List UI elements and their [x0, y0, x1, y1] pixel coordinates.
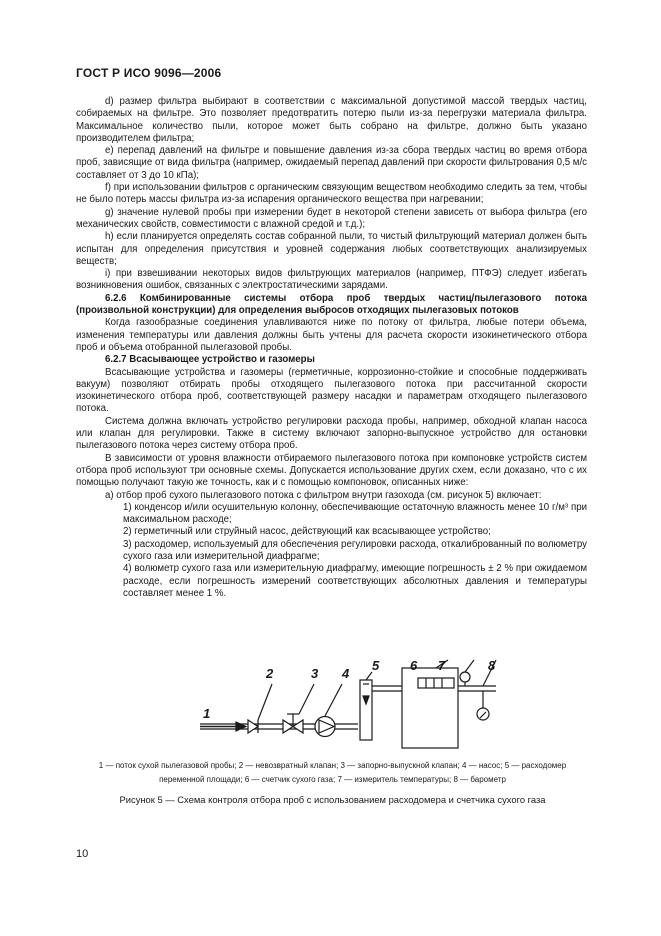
section-627-para-2: Система должна включать устройство регулировки расхода пробы, например, обходной клапан насоса или клапан для регулировки. Также в систему включают запорно-выпускное устройство для остановки пылегазового потока через систему отбора проб.: [76, 415, 587, 452]
section-626-text: Когда газообразные соединения улавливаются ниже по потоку от фильтра, любые потери объема, изменения температуры или давления должны быть учтены для расчета скорости изокинетического отбора проб и объема отобранной пылегазовой пробы.: [76, 317, 587, 353]
label-7: 7: [438, 658, 446, 673]
section-627-para-3: В зависимости от уровня влажности отбираемого пылегазового потока при компоновке устройств систем отбора проб используют три основные схемы. Допускается использование других схем, если доказано, что с их помощью получают такую же точность, как и с помощью компоновок, описанных ниже:: [76, 452, 587, 489]
figure-caption: Рисунок 5 — Схема контроля отбора проб с использованием расходомера и счетчика сухого газа: [119, 794, 546, 805]
section-heading-626: 6.2.6 Комбинированные системы отбора проб твердых частиц/пылегазового потока (произвольной конструкции) для определения выбросов отходящих пылегазовых потоков: [76, 292, 587, 317]
item-f: f) при использовании фильтров с органическим связующим веществом необходимо следить за тем, чтобы не было потерь массы фильтра из-за испарения органического вещества при нагревании;: [76, 182, 587, 206]
item-e: е) перепад давлений на фильтре и повышение давления из-за сбора твердых частиц во время отбора проб, зависящие от вида фильтра (например, ожидаемый перепад давлений при скорости фильтрования 0,5 м/с составляет от 3 до 10 кПа);: [76, 145, 587, 181]
label-3: 3: [311, 666, 319, 681]
thermometer-icon: [460, 672, 470, 682]
label-1: 1: [203, 706, 211, 721]
label-2: 2: [266, 666, 274, 681]
non-return-valve-icon: [248, 720, 258, 733]
item-h: h) если планируется определять состав собранной пыли, то чистый фильтрующий материал должен быть испытан для определения присутствия и уровней содержания любых соответствующих анализируемых веществ;: [76, 231, 587, 267]
flow-arrowhead: [236, 722, 246, 731]
stop-valve-icon: [283, 720, 293, 733]
page-header: ГОСТ Р ИСО 9096—2006: [76, 66, 222, 80]
item-d: d) размер фильтра выбирают в соответствии с максимальной допустимой массой твердых частиц, собираемых на фильтре. Это позволяет предотвратить потерю пыли из-за перегрузки материала фильтра. Максимальное количество пыли, которое может быть собрано на фильтре, должно быть указано производителем фильтра;: [76, 96, 587, 144]
page-number: 10: [76, 848, 89, 860]
item-i: i) при взвешивании некоторых видов фильтрующих материалов (например, ПТФЭ) следует избегать возникновения ошибок, связанных с электростатическими зарядами.: [76, 268, 587, 292]
label-8: 8: [488, 658, 496, 673]
legend-line-1: 1 — поток сухой пылегазовой пробы; 2 — невозвратный клапан; 3 — запорно-выпускной клапан; 4 — насос; 5 — расходомер: [98, 761, 567, 770]
section-627-para-1: Всасывающие устройства и газомеры (герметичные, коррозионно-стойкие и способные поддерживать вакуум) позволяют отбирать пробы отходящего пылегазового потока при рассчитанной скорости изокинетического отбора проб, соответствующей размеру насадки и параметрам отходящего пылегазового потока.: [76, 366, 587, 415]
item-a-1: 1) конденсор и/или осушительную колонну, обеспечивающие остаточную влажность менее 10 г/м³ при максимальном расходе;: [123, 501, 587, 526]
label-5: 5: [372, 658, 380, 673]
section-heading-627: 6.2.7 Всасывающее устройство и газомеры: [105, 354, 315, 366]
item-a-4: 4) волюметр сухого газа или измерительную диафрагму, имеющие погрешность ± 2 % при ожидаемом расходе, если погрешность измерений соответствующих абсолютных давления и температуры составляет менее 1 %.: [123, 563, 587, 599]
item-a-3: 3) расходомер, используемый для обеспечения регулировки расхода, откалиброванный по волюметру сухого газа или измерительной диафрагме;: [123, 538, 587, 562]
item-a-2: 2) герметичный или струйный насос, действующий как всасывающее устройство;: [123, 526, 491, 538]
barometer-icon: [477, 708, 489, 720]
item-a: а) отбор проб сухого пылегазового потока с фильтром внутри газохода (см. рисунок 5) включает:: [105, 489, 542, 501]
figure-legend: [60, 759, 605, 787]
label-4: 4: [342, 666, 350, 681]
item-g: g) значение нулевой пробы при измерении будет в некоторой степени зависеть от выбора фильтра (его механических свойств, совместимости с влажной средой и т.д.);: [76, 206, 587, 230]
flowmeter-icon: [360, 680, 372, 740]
label-6: 6: [410, 658, 418, 673]
legend-line-2: переменной площади; 6 — счетчик сухого газа; 7 — измеритель температуры; 8 — барометр: [159, 775, 506, 784]
